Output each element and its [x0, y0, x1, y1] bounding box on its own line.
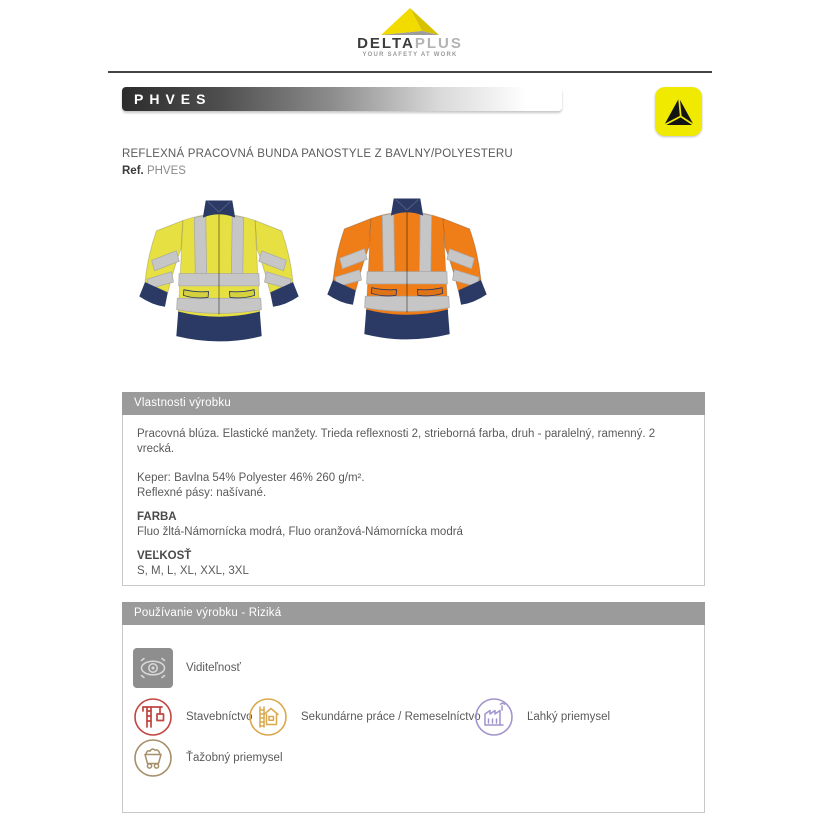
reflective-info: Reflexné pásy: našívané. [137, 487, 267, 499]
deltaplus-triangle-icon [379, 8, 441, 36]
product-code-bar [122, 87, 562, 111]
header-divider [108, 71, 712, 73]
properties-section-header: Vlastnosti výrobku [122, 392, 705, 415]
mine-cart-mining-icon [133, 738, 173, 778]
product-ref [122, 165, 186, 177]
risk-label: Ľahký priemysel [527, 711, 611, 723]
color-value: Fluo žltá-Námornícka modrá, Fluo oranžová-Námornícka modrá [137, 526, 463, 538]
properties-section-body [123, 415, 704, 591]
logo-wordmark [330, 37, 490, 51]
scaffolding-crafts-icon [248, 697, 288, 737]
risk-label: Sekundárne práce / Remeselníctvo [301, 711, 481, 723]
eye-visibility-icon [133, 648, 173, 688]
ref-value: PHVES [146, 165, 186, 177]
product-title: REFLEXNÁ PRACOVNÁ BUNDA PANOSTYLE Z BAVLNY/POLYESTERU [122, 148, 513, 160]
product-description: Pracovná blúza. Elastické manžety. Trieda reflexnosti 2, strieborná farba, druh - paralelný, ramenný. 2 vrecká. [137, 428, 656, 455]
logo-delta-text: DELTA [357, 35, 415, 52]
factory-light-industry-icon [474, 697, 514, 737]
delta-triangle-icon [659, 92, 699, 132]
risk-item-mining [133, 738, 283, 778]
material-info: Keper: Bavlna 54% Polyester 46% 260 g/m². [137, 472, 365, 484]
deltaplus-logo [330, 8, 490, 58]
crane-construction-icon [133, 697, 173, 737]
product-code: PHVES [134, 91, 212, 107]
properties-section [122, 392, 705, 586]
risk-item-visibility [133, 648, 241, 688]
risk-label: Ťažobný priemysel [186, 752, 283, 764]
product-photo-fluo-yellow-jacket [124, 192, 314, 358]
risk-item-construction [133, 697, 252, 737]
usage-risks-section-header: Používanie výrobku - Riziká [122, 602, 705, 625]
logo-plus-text: PLUS [414, 35, 463, 52]
risk-label: Stavebníctvo [186, 711, 253, 723]
size-label: VEĽKOSŤ [137, 550, 192, 562]
ref-label: Ref. [122, 165, 144, 177]
size-value: S, M, L, XL, XXL, 3XL [137, 565, 249, 577]
product-photo-fluo-orange-jacket [312, 190, 502, 356]
risk-label: Viditeľnosť [186, 662, 241, 674]
deltaplus-app-icon [655, 87, 702, 136]
risk-item-light-industry [474, 697, 610, 737]
risk-item-secondary-works [248, 697, 481, 737]
logo-tagline: YOUR SAFETY AT WORK [362, 52, 458, 58]
color-label: FARBA [137, 511, 177, 523]
